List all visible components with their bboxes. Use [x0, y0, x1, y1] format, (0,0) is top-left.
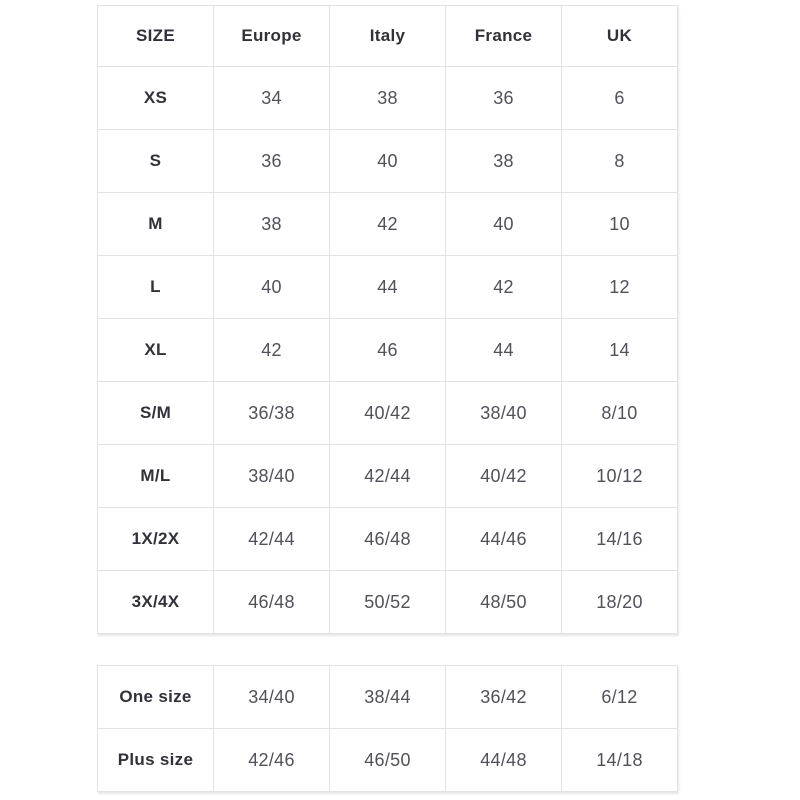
size-value-cell: 38	[446, 130, 562, 193]
size-value-cell: 36/42	[446, 666, 562, 729]
table-row	[98, 729, 678, 792]
size-label-cell: 3X/4X	[98, 571, 214, 634]
size-label-cell: M	[98, 193, 214, 256]
size-value-cell: 14/18	[562, 729, 678, 792]
size-value-cell: 14	[562, 319, 678, 382]
size-value-cell: 46/48	[214, 571, 330, 634]
size-value-cell: 42/44	[330, 445, 446, 508]
size-chart-container	[97, 5, 678, 792]
size-value-cell: 46	[330, 319, 446, 382]
size-label-cell: Plus size	[98, 729, 214, 792]
size-value-cell: 46/50	[330, 729, 446, 792]
size-value-cell: 42	[330, 193, 446, 256]
size-value-cell: 46/48	[330, 508, 446, 571]
size-value-cell: 40	[330, 130, 446, 193]
size-value-cell: 34/40	[214, 666, 330, 729]
size-value-cell: 12	[562, 256, 678, 319]
size-conversion-table	[97, 5, 678, 634]
table-row	[98, 382, 678, 445]
size-label-cell: S	[98, 130, 214, 193]
size-value-cell: 44	[330, 256, 446, 319]
size-value-cell: 6/12	[562, 666, 678, 729]
size-value-cell: 48/50	[446, 571, 562, 634]
size-label-cell: 1X/2X	[98, 508, 214, 571]
column-header-uk: UK	[562, 6, 678, 67]
table-row	[98, 130, 678, 193]
size-value-cell: 42	[446, 256, 562, 319]
table-row	[98, 67, 678, 130]
table-row	[98, 445, 678, 508]
special-sizes-table	[97, 665, 678, 792]
size-value-cell: 14/16	[562, 508, 678, 571]
size-value-cell: 40	[214, 256, 330, 319]
table-row	[98, 193, 678, 256]
size-value-cell: 42/44	[214, 508, 330, 571]
column-header-europe: Europe	[214, 6, 330, 67]
size-value-cell: 36	[214, 130, 330, 193]
size-label-cell: One size	[98, 666, 214, 729]
size-value-cell: 6	[562, 67, 678, 130]
size-value-cell: 8	[562, 130, 678, 193]
size-value-cell: 38/40	[214, 445, 330, 508]
size-value-cell: 10	[562, 193, 678, 256]
size-value-cell: 18/20	[562, 571, 678, 634]
table-row	[98, 256, 678, 319]
size-value-cell: 44/46	[446, 508, 562, 571]
size-value-cell: 42/46	[214, 729, 330, 792]
size-value-cell: 38/40	[446, 382, 562, 445]
size-value-cell: 34	[214, 67, 330, 130]
header-row	[98, 6, 678, 67]
size-label-cell: L	[98, 256, 214, 319]
column-header-size: SIZE	[98, 6, 214, 67]
table-row	[98, 571, 678, 634]
size-value-cell: 10/12	[562, 445, 678, 508]
size-value-cell: 36	[446, 67, 562, 130]
special-sizes-table-body	[98, 666, 678, 792]
size-value-cell: 38/44	[330, 666, 446, 729]
size-label-cell: XL	[98, 319, 214, 382]
table-row	[98, 508, 678, 571]
size-value-cell: 40/42	[446, 445, 562, 508]
size-table-body	[98, 67, 678, 634]
size-value-cell: 38	[330, 67, 446, 130]
table-row	[98, 666, 678, 729]
column-header-italy: Italy	[330, 6, 446, 67]
size-value-cell: 40/42	[330, 382, 446, 445]
size-value-cell: 36/38	[214, 382, 330, 445]
size-value-cell: 50/52	[330, 571, 446, 634]
size-value-cell: 44/48	[446, 729, 562, 792]
size-value-cell: 42	[214, 319, 330, 382]
table-row	[98, 319, 678, 382]
size-table-header	[98, 6, 678, 67]
size-value-cell: 38	[214, 193, 330, 256]
size-label-cell: XS	[98, 67, 214, 130]
size-label-cell: M/L	[98, 445, 214, 508]
size-label-cell: S/M	[98, 382, 214, 445]
column-header-france: France	[446, 6, 562, 67]
size-value-cell: 8/10	[562, 382, 678, 445]
size-value-cell: 44	[446, 319, 562, 382]
size-value-cell: 40	[446, 193, 562, 256]
